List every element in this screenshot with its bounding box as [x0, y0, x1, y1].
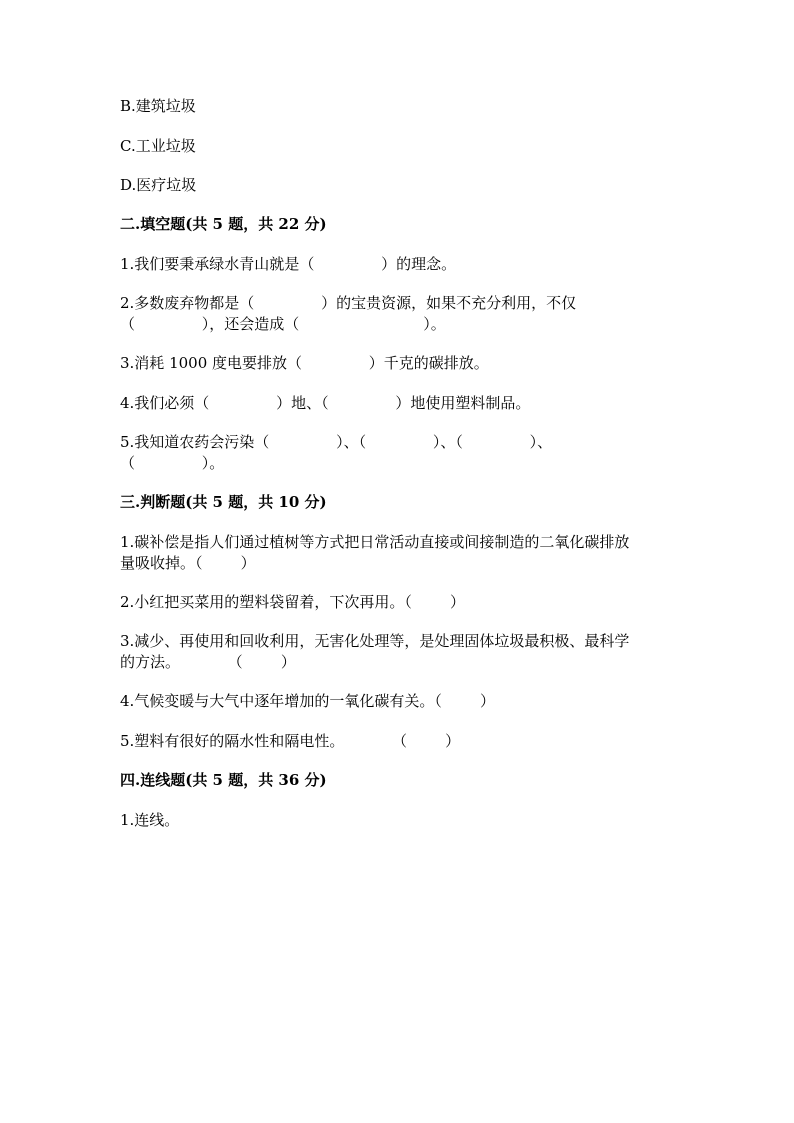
section-title-judge: 三.判断题(共 5 题，共 10 分) [120, 493, 327, 511]
judge-question-1-line-1: 1.碳补偿是指人们通过植树等方式把日常活动直接或间接制造的二氧化碳排放 [120, 533, 630, 551]
option-c: C.工业垃圾 [120, 137, 196, 155]
judge-question-4: 4.气候变暖与大气中逐年增加的一氧化碳有关。（ ） [120, 692, 495, 710]
fill-question-4: 4.我们必须（ ）地、（ ）地使用塑料制品。 [120, 394, 531, 412]
judge-question-1-line-2: 量吸收掉。（ ） [120, 554, 256, 572]
option-b: B.建筑垃圾 [120, 97, 196, 115]
fill-question-2-line-1: 2.多数废弃物都是（ ）的宝贵资源，如果不充分利用，不仅 [120, 294, 577, 312]
fill-question-5-line-1: 5.我知道农药会污染（ ）、（ ）、（ ）、 [120, 433, 553, 451]
judge-question-3-line-2: 的方法。 （ ） [120, 653, 296, 671]
fill-question-2-line-2: （ ），还会造成（ ）。 [120, 315, 446, 333]
section-title-match: 四.连线题(共 5 题，共 36 分) [120, 771, 327, 789]
option-d: D.医疗垃圾 [120, 176, 197, 194]
match-question-1: 1.连线。 [120, 811, 180, 829]
section-title-fill: 二.填空题(共 5 题，共 22 分) [120, 215, 327, 233]
fill-question-1: 1.我们要秉承绿水青山就是（ ）的理念。 [120, 255, 457, 273]
judge-question-3-line-1: 3.减少、再使用和回收利用，无害化处理等，是处理固体垃圾最积极、最科学 [120, 632, 630, 650]
judge-question-5: 5.塑料有很好的隔水性和隔电性。 （ ） [120, 732, 461, 750]
fill-question-5-line-2: （ ）。 [120, 454, 225, 472]
judge-question-2: 2.小红把买菜用的塑料袋留着，下次再用。（ ） [120, 593, 465, 611]
fill-question-3: 3.消耗 1000 度电要排放（ ）千克的碳排放。 [120, 354, 489, 372]
